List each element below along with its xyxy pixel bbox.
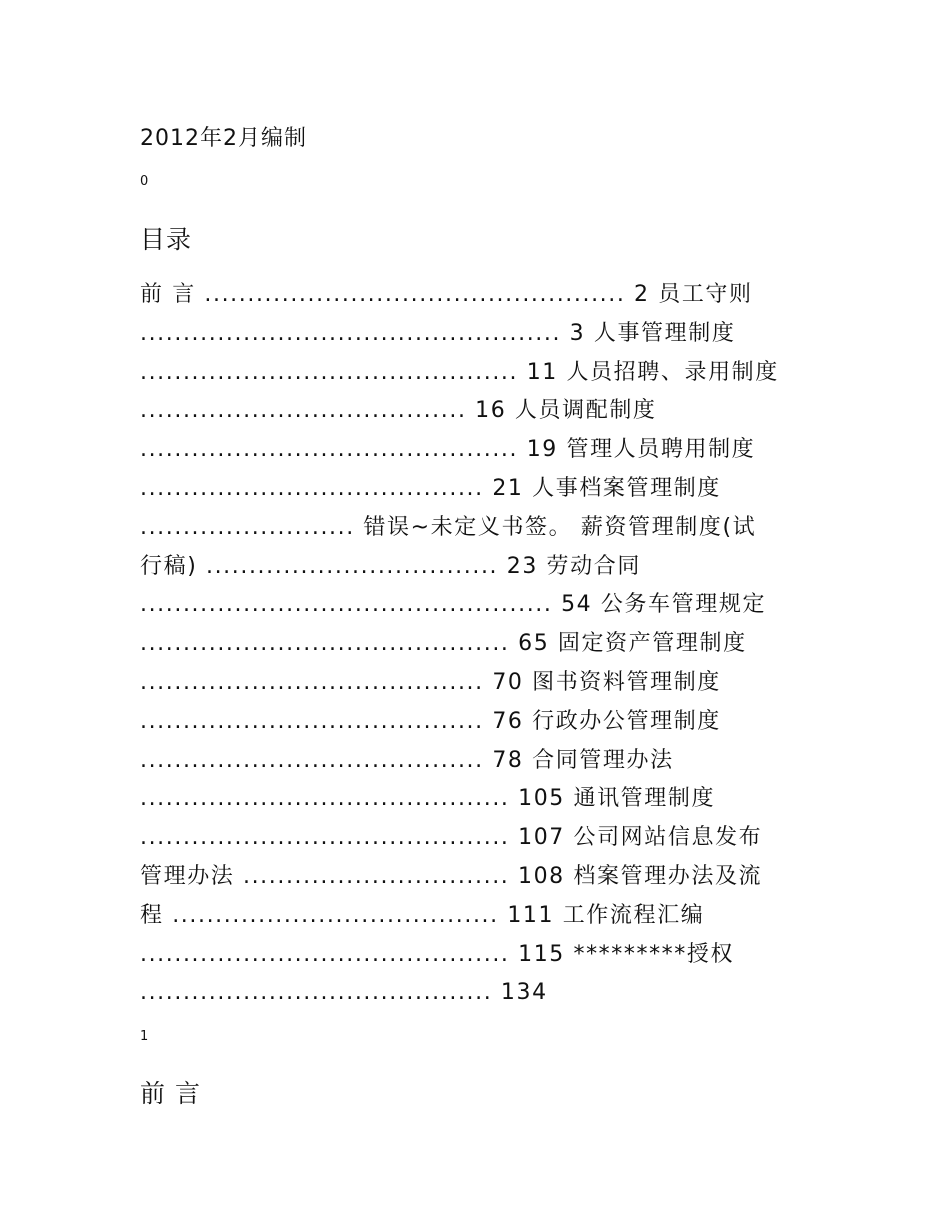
- compilation-date: 2012年2月编制: [140, 126, 307, 151]
- toc-line[interactable]: ........................................... 65 固定资产管理制度: [140, 631, 747, 657]
- page-number: 0: [140, 174, 149, 189]
- toc-line[interactable]: ...................................... 16 人员调配制度: [140, 398, 657, 424]
- toc-line[interactable]: 程 ...................................... 111 工作流程汇编: [140, 902, 705, 928]
- toc-title: 目录: [140, 225, 193, 254]
- page-number: 1: [140, 1029, 149, 1044]
- foreword-heading: 前 言: [140, 1079, 201, 1108]
- toc-line[interactable]: ......................................... 134: [140, 980, 548, 1006]
- toc-line[interactable]: 管理办法 ............................... 108 档案管理办法及流: [140, 863, 763, 889]
- toc-line[interactable]: 前 言 ................................................. 2 员工守则: [140, 282, 753, 307]
- toc-line[interactable]: ........................................... 105 通讯管理制度: [140, 786, 716, 812]
- toc-line[interactable]: ........................................... 115 *********授权: [140, 941, 735, 967]
- toc-line[interactable]: ........................................... 107 公司网站信息发布: [140, 825, 763, 851]
- toc-line[interactable]: ............................................ 11 人员招聘、录用制度: [140, 359, 779, 385]
- toc-line[interactable]: 行稿) .................................. 23 劳动合同: [140, 553, 641, 579]
- toc-line[interactable]: ......................... 错误~未定义书签。 薪资管理制度(试: [140, 514, 757, 540]
- toc-line[interactable]: ........................................ 78 合同管理办法: [140, 747, 674, 773]
- toc-line[interactable]: ........................................ 21 人事档案管理制度: [140, 475, 721, 501]
- toc-line[interactable]: ............................................ 19 管理人员聘用制度: [140, 437, 756, 463]
- toc-line[interactable]: ................................................. 3 人事管理制度: [140, 320, 736, 346]
- table-of-contents: [140, 276, 820, 1013]
- toc-line[interactable]: ........................................ 70 图书资料管理制度: [140, 669, 721, 695]
- toc-line[interactable]: ................................................ 54 公务车管理规定: [140, 592, 767, 618]
- toc-line[interactable]: ........................................ 76 行政办公管理制度: [140, 708, 721, 734]
